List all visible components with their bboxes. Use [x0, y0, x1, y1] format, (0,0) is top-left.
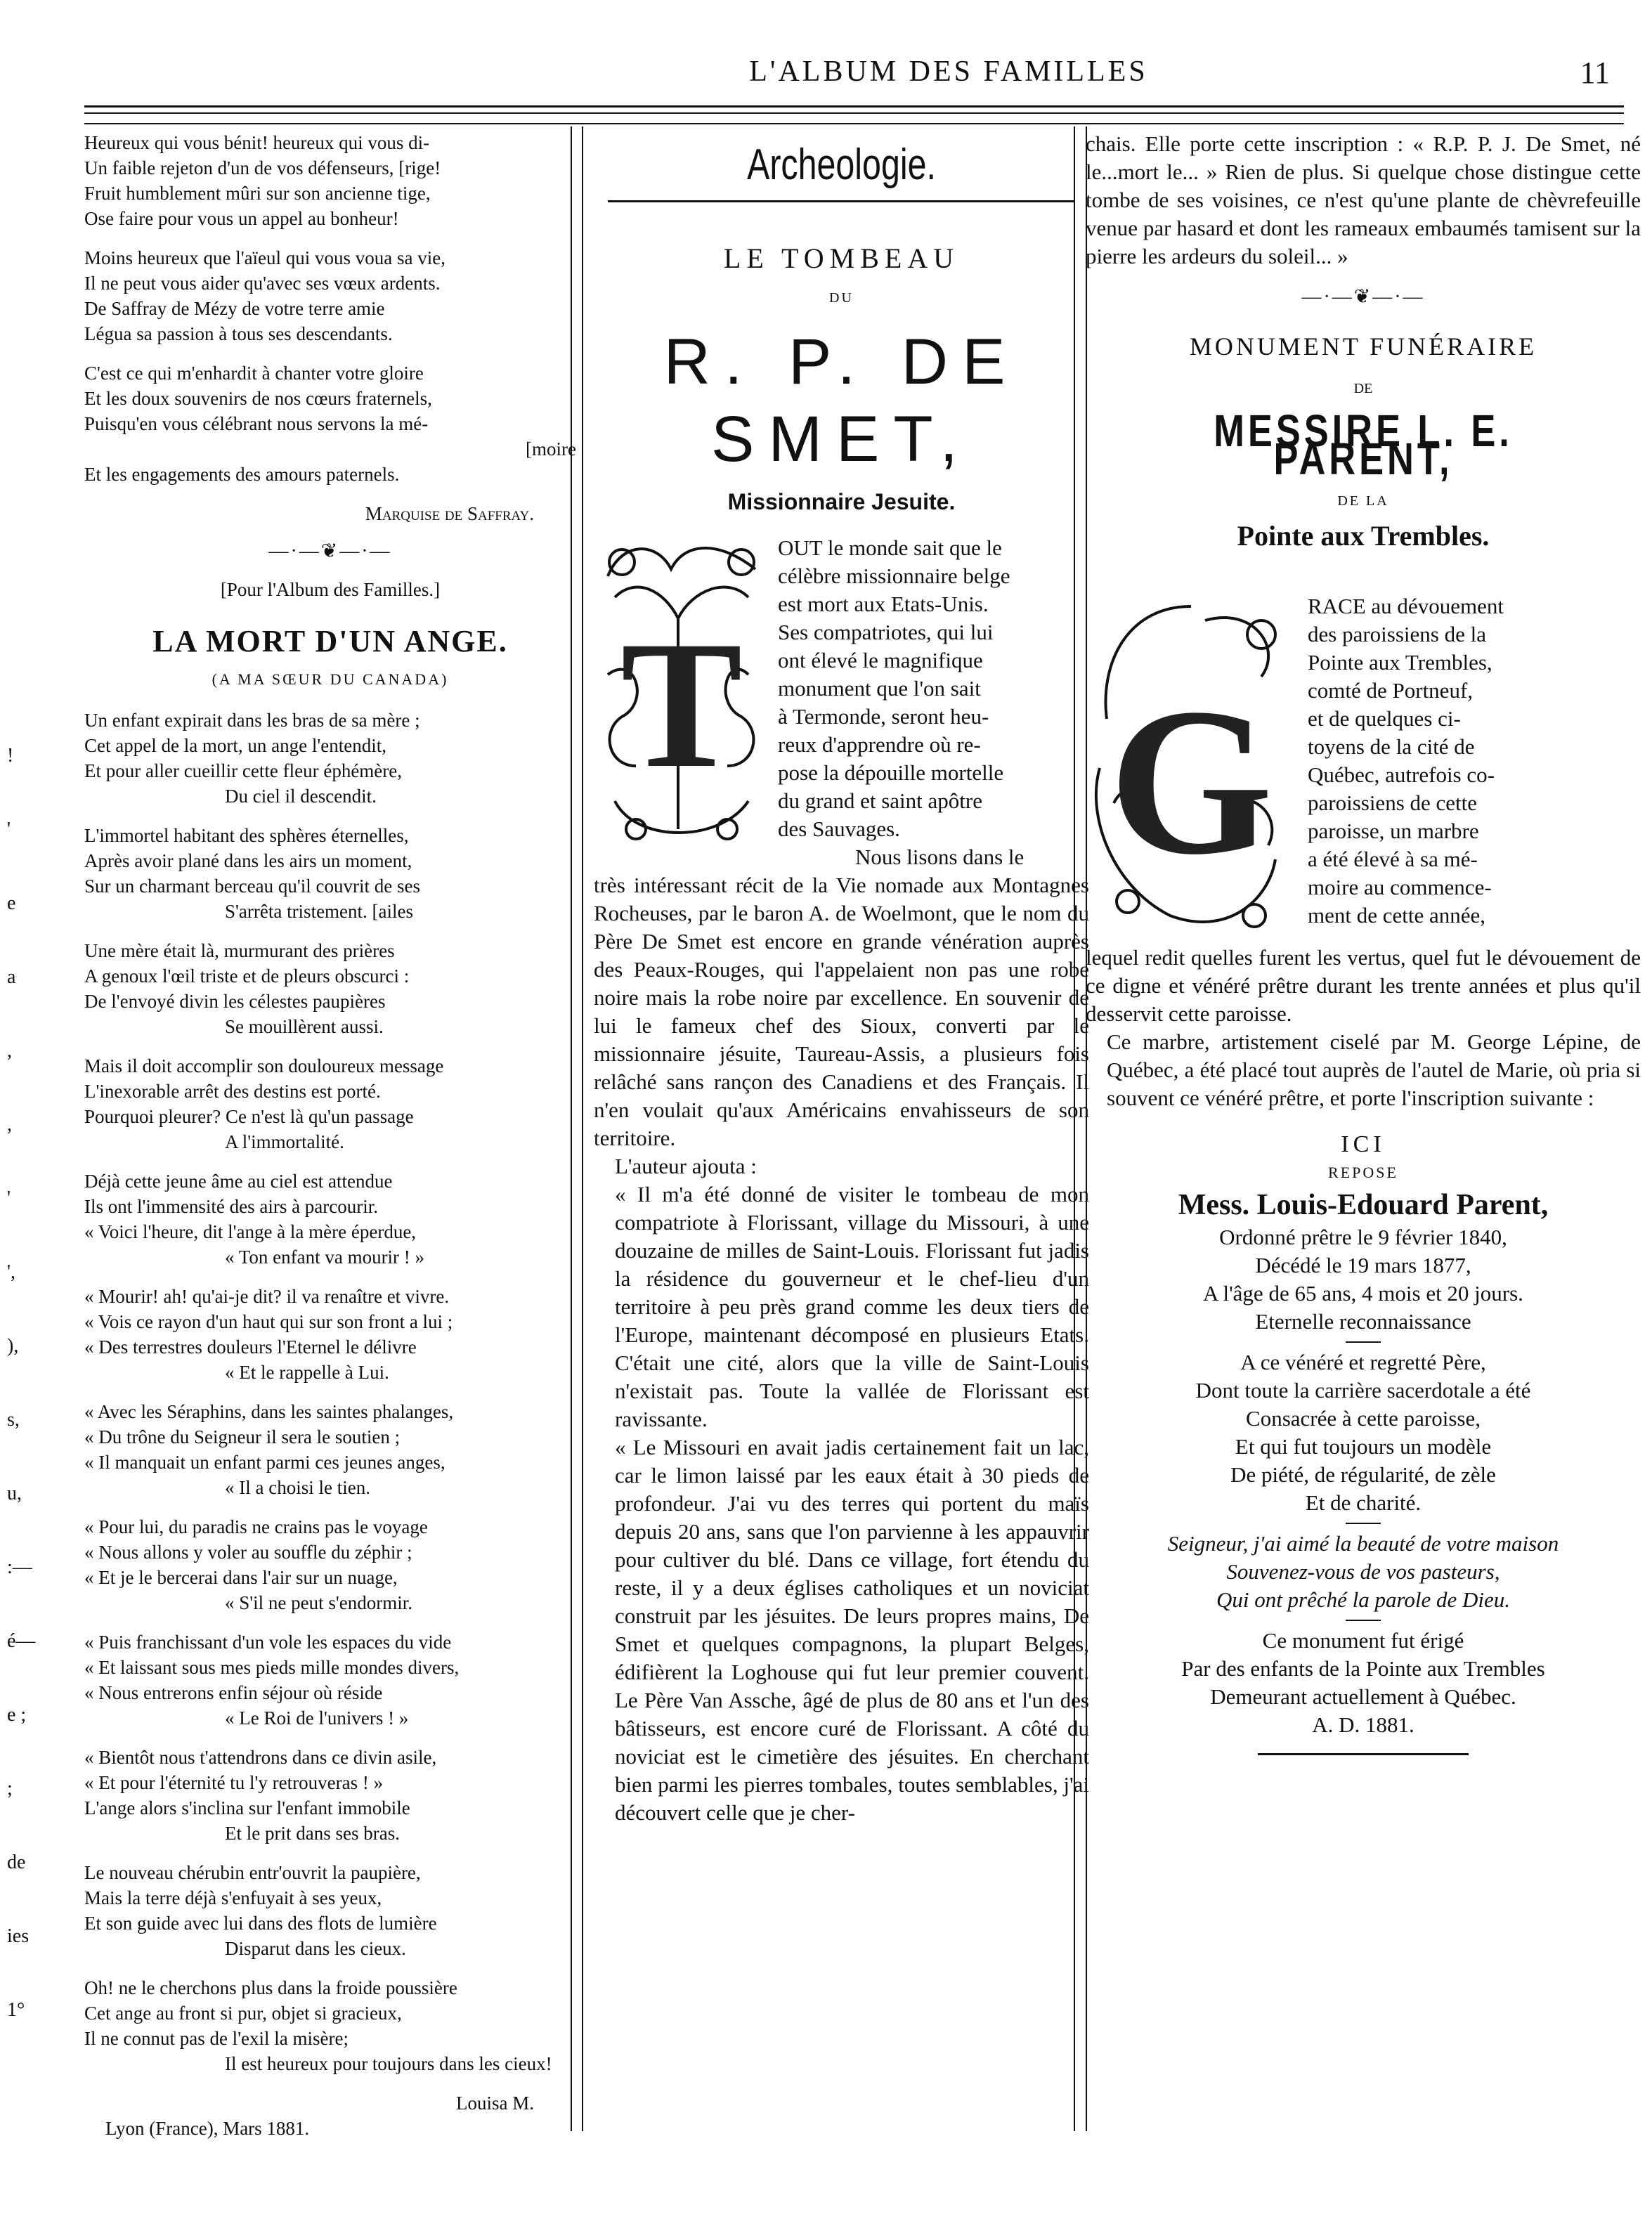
dropcap-line: Ses compatriotes, qui lui [778, 620, 994, 644]
page-number: 11 [1580, 56, 1610, 90]
article-title: LE TOMBEAU [723, 242, 960, 274]
verse-line: Mais la terre déjà s'enfuyait à ses yeux, [84, 1887, 382, 1908]
dropcap-block [594, 534, 1089, 871]
svg-text:T: T [620, 604, 743, 806]
verse-line: « Le Roi de l'univers ! » [225, 1707, 409, 1729]
section-rule [608, 200, 1075, 202]
verse-line: L'ange alors s'inclina sur l'enfant immobile [84, 1797, 410, 1818]
verse-line: Et le prit dans ses bras. [225, 1823, 400, 1844]
verse-line: Oh! ne le cherchons plus dans la froide poussière [84, 1977, 457, 1998]
verse-line: Il ne peut vous aider qu'avec ses vœux ardents. [84, 273, 441, 294]
verse-line: Ose faire pour vous un appel au bonheur! [84, 208, 399, 229]
poem2-stanza [84, 1514, 576, 1615]
erected-line: Par des enfants de la Pointe aux Trembles [1181, 1656, 1545, 1681]
poem2-stanza [84, 1860, 576, 1961]
dropcap-line: Nous lisons dans le [855, 845, 1025, 869]
rule [1346, 1523, 1381, 1524]
poem2-stanza [84, 938, 576, 1039]
poem2-stanza [84, 1629, 576, 1731]
poem2-title: LA MORT D'UN ANGE. [152, 624, 508, 658]
inscription-name: Mess. Louis-Edouard Parent, [1178, 1189, 1549, 1221]
verse-line: « Nous entrerons enfin séjour où réside [84, 1682, 383, 1703]
header-rule [84, 112, 1624, 114]
verse-line: « Il a choisi le tien. [225, 1477, 370, 1498]
erected-line: Ce monument fut érigé [1262, 1628, 1464, 1653]
verse-line: Qui ont prêché la parole de Dieu. [1216, 1587, 1511, 1612]
dropcap-line: moire au commence- [1308, 875, 1492, 899]
verse-line: Moins heureux que l'aïeul qui vous voua sa vie, [84, 247, 446, 268]
margin-glyph: ies [7, 1925, 30, 1947]
verse-line: « Du trône du Seigneur il sera le soutien ; [84, 1426, 401, 1447]
dropcap-line: comté de Portneuf, [1308, 678, 1474, 703]
verse-line: Seigneur, j'ai aimé la beauté de votre maison [1167, 1531, 1559, 1556]
monument-title: MONUMENT FUNÉRAIRE [1189, 332, 1537, 360]
verse-line: « S'il ne peut s'endormir. [225, 1592, 412, 1613]
verse-line: « Voici l'heure, dit l'ange à la mère éperdue, [84, 1221, 417, 1242]
dedication-line: De piété, de régularité, de zèle [1230, 1462, 1496, 1487]
dedication-lines [1086, 1348, 1641, 1517]
dropcap-line: des Sauvages. [778, 816, 900, 841]
verse-line: Et les doux souvenirs de nos cœurs fraternels, [84, 388, 432, 409]
verse-line: « Il manquait un enfant parmi ces jeunes anges, [84, 1452, 445, 1473]
margin-glyph: 1° [7, 1999, 25, 2021]
poem2-signature: Louisa M. [456, 2093, 534, 2114]
verse-line: A l'immortalité. [225, 1131, 344, 1152]
dropcap-line: à Termonde, seront heu- [778, 704, 989, 729]
margin-glyph: e ; [7, 1704, 27, 1726]
dropcap-block [1086, 592, 1641, 944]
paragraph: lequel redit quelles furent les vertus, quel fut le dévouement de ce digne et vénéré prêtre durant les trente années et plus qu'il desservit cette paroisse. [1086, 945, 1641, 1026]
margin-glyph: ; [7, 1778, 13, 1800]
margin-glyph: a [7, 966, 16, 988]
verse-line: Souvenez-vous de vos pasteurs, [1226, 1559, 1500, 1584]
dedication-line: Consacrée à cette paroisse, [1246, 1406, 1481, 1431]
margin-glyph: , [7, 1040, 12, 1062]
inscription-line: A l'âge de 65 ans, 4 mois et 20 jours. [1203, 1281, 1523, 1306]
verse-line: « Pour lui, du paradis ne crains pas le voyage [84, 1516, 428, 1537]
poem2-stanza [84, 823, 576, 924]
poem2-stanza [84, 708, 576, 809]
ornamental-dropcap-g [1086, 592, 1296, 944]
verse-line: De l'envoyé divin les célestes paupières [84, 991, 386, 1012]
rule [1346, 1620, 1381, 1621]
article-du: DU [829, 290, 854, 306]
dropcap-line: et de quelques ci- [1308, 706, 1461, 731]
margin-glyph: é— [7, 1630, 36, 1652]
verse-line: Et son guide avec lui dans des flots de lumière [84, 1913, 437, 1934]
verse-line: Légua sa passion à tous ses descendants. [84, 323, 393, 344]
verse-line: Fruit humblement mûri sur son ancienne tige, [84, 183, 431, 204]
dedication-line: A ce vénéré et regretté Père, [1240, 1350, 1486, 1374]
verse-line: Il est heureux pour toujours dans les cieux! [225, 2053, 552, 2074]
margin-glyph: :— [7, 1556, 32, 1578]
header-rule [84, 105, 1624, 108]
verse-line: De Saffray de Mézy de votre terre amie [84, 298, 385, 319]
poem1-stanza1 [84, 130, 576, 231]
article-name: R. P. DE SMET, [663, 326, 1020, 475]
poem2-place: Lyon (France), Mars 1881. [105, 2118, 310, 2139]
rule [1346, 1341, 1381, 1343]
margin-glyph: e [7, 892, 16, 914]
verse-line: [moire [526, 438, 576, 460]
article-body [594, 871, 1089, 1827]
rule [1258, 1753, 1469, 1755]
margin-glyph: de [7, 1852, 26, 1873]
dropcap-line: a été élevé à sa mé- [1308, 847, 1478, 871]
monument-place: Pointe aux Trembles. [1237, 520, 1490, 552]
poem2-stanza [84, 1284, 576, 1385]
verse-line: L'inexorable arrêt des destins est porté. [84, 1081, 381, 1102]
ornament: —·—❦—·— [268, 540, 392, 562]
margin-glyph: ! [7, 745, 14, 767]
dedication-line: Dont toute la carrière sacerdotale a été [1195, 1378, 1531, 1403]
dropcap-line: paroisse, un marbre [1308, 819, 1479, 843]
verse-line: Cet ange au front si pur, objet si gracieux, [84, 2003, 402, 2024]
ornament: —·—❦—·— [1301, 286, 1425, 308]
verse-lines [1086, 1530, 1641, 1614]
poem1-signature: Marquise de Saffray. [365, 503, 534, 524]
dropcap-line: pose la dépouille mortelle [778, 760, 1004, 785]
erected-line: Demeurant actuellement à Québec. [1210, 1684, 1516, 1709]
margin-glyph: ), [7, 1335, 19, 1357]
column-archeologie [594, 130, 1089, 2117]
verse-line: Le nouveau chérubin entr'ouvrit la paupière, [84, 1862, 421, 1883]
section-title: Archeologie. [747, 141, 936, 189]
verse-line: A genoux l'œil triste et de pleurs obscurci : [84, 965, 410, 987]
verse-line: Un enfant expirait dans les bras de sa mère ; [84, 710, 420, 731]
verse-line: Un faible rejeton d'un de vos défenseurs, [rige! [84, 157, 441, 178]
poem2-dedication: (A MA SŒUR DU CANADA) [212, 670, 449, 688]
poem2-stanza [84, 1169, 576, 1270]
verse-line: Disparut dans les cieux. [225, 1938, 406, 1959]
margin-glyph: ', [7, 1261, 16, 1283]
margin-glyph: u, [7, 1483, 22, 1504]
poem2-stanza [84, 1399, 576, 1500]
verse-line: « Et pour l'éternité tu l'y retrouveras ! » [84, 1772, 384, 1793]
header-rule [84, 123, 1624, 124]
inscription-line: Eternelle reconnaissance [1255, 1309, 1471, 1334]
dropcap-line: Québec, autrefois co- [1308, 762, 1495, 787]
inscription-repose: REPOSE [1328, 1164, 1398, 1181]
poem1-stanza3 [84, 360, 576, 487]
column-divider [582, 126, 583, 2131]
ornate-letter-t-icon [594, 534, 769, 871]
dropcap-line: ont élevé le magnifique [778, 648, 983, 672]
paragraph: très intéressant récit de la Vie nomade aux Montagnes Rocheuses, par le baron A. de Woelmont, que le nom du Père De Smet est encore en grande vénération auprès des Peaux-Rouges, qui l'appelaient non pas une robe noire mais la robe noire par excellence. En souvenir de lui le fameux chef des Sioux, converti par le missionnaire jésuite, Taureau-Assis, a plusieurs fois relâché sans rançon des Canadiens et des Français. Il n'en voulait qu'aux Américains envahisseurs de son territoire. [594, 873, 1089, 1150]
verse-line: Et pour aller cueillir cette fleur éphémère, [84, 760, 403, 781]
poem2-stanza [84, 1975, 576, 2076]
monument-body [1086, 944, 1641, 1112]
verse-line: Il ne connut pas de l'exil la misère; [84, 2028, 349, 2049]
dropcap-line: célèbre missionnaire belge [778, 564, 1010, 588]
verse-line: Pourquoi pleurer? Ce n'est là qu'un passage [84, 1106, 414, 1127]
column-monument [1086, 130, 1641, 2117]
verse-line: Ils ont l'immensité des airs à parcourir. [84, 1196, 379, 1217]
ornate-letter-g-icon [1086, 592, 1296, 944]
verse-line: « Ton enfant va mourir ! » [225, 1247, 425, 1268]
verse-line: Se mouillèrent aussi. [225, 1016, 384, 1037]
verse-line: « Et le rappelle à Lui. [225, 1362, 389, 1383]
dropcap-line: toyens de la cité de [1308, 734, 1475, 759]
verse-line: « Puis franchissant d'un vole les espaces du vide [84, 1632, 452, 1653]
inscription-line: Décédé le 19 mars 1877, [1255, 1253, 1471, 1277]
dropcap-line: des paroissiens de la [1308, 622, 1486, 646]
monument-name: MESSIRE L. E. PARENT, [1214, 405, 1513, 484]
verse-line: Et les engagements des amours paternels. [84, 464, 400, 485]
verse-line: « Et je le bercerai dans l'air sur un nuage, [84, 1567, 398, 1588]
dropcap-line: RACE au dévouement [1308, 594, 1504, 618]
margin-glyph: ' [7, 1187, 11, 1209]
paragraph: « Il m'a été donné de visiter le tombeau de mon compatriote à Florissant, village du Missouri, à une douzaine de milles de Saint-Louis. Florissant fut jadis la résidence du gouverneur et le chef-lieu d'un territoire à peu près grand comme les deux tiers de l'Europe, maintenant décomposé en plusieurs Etats. C'était une cité, alors que la ville de Saint-Louis n'existait pas. Toute la vallée de Florissant est ravissante. [615, 1182, 1089, 1431]
poem2-body [84, 708, 576, 2076]
verse-line: Mais il doit accomplir son douloureux message [84, 1055, 444, 1076]
inscription-line: Ordonné prêtre le 9 février 1840, [1219, 1225, 1507, 1249]
verse-line: C'est ce qui m'enhardit à chanter votre gloire [84, 363, 424, 384]
verse-line: « Mourir! ah! qu'ai-je dit? il va renaître et vivre. [84, 1286, 450, 1307]
verse-line: Une mère était là, murmurant des prières [84, 940, 395, 961]
verse-line: Après avoir plané dans les airs un moment, [84, 850, 412, 871]
article-subtitle: Missionnaire Jesuite. [727, 489, 956, 514]
inscription-lines [1086, 1223, 1641, 1336]
margin-glyph: , [7, 1114, 12, 1135]
monument-dela: DE LA [1337, 493, 1389, 509]
pour-album-note: [Pour l'Album des Familles.] [220, 579, 441, 600]
continued-paragraph: chais. Elle porte cette inscription : « R.P. P. J. De Smet, né le...mort le... » Rien de plus. Si quelque chose distingue cette tombe de ses voisines, ce n'est qu'une plante de chèvrefeuille venue par hasard et dont les rameaux embaumés tamisent sur la pierre les ardeurs du soleil... » [1086, 131, 1641, 268]
dropcap-line: du grand et saint apôtre [778, 788, 982, 813]
dropcap-line: reux d'apprendre où re- [778, 732, 981, 757]
paragraph: « Le Missouri en avait jadis certainement fait un lac, car le limon laissé par les eaux était à 30 pieds de profondeur. J'ai vu des terres qui portent du maïs depuis 20 ans, sans que l'on parvienne à les appauvrir pour cultiver du blé. Dans ce village, fort étendu du reste, il y a deux églises catholiques et un noviciat construit par les jésuites. De leurs propres mains, De Smet et quelques compagnons, la plupart Belges, édifièrent la Loghouse qui fut leur premier couvent. Le Père Van Assche, âgé de plus de 80 ans et l'un des bâtisseurs, est encore curé de Florissant. A côté du noviciat est le cimetière des jésuites. En cherchant bien parmi les pierres tombales, toutes semblables, j'ai découvert celle que je cher- [615, 1435, 1089, 1825]
poem1-stanza2 [84, 245, 576, 346]
dedication-line: Et de charité. [1305, 1490, 1422, 1515]
verse-line: Du ciel il descendit. [225, 786, 377, 807]
dropcap-lines [1308, 592, 1504, 930]
paragraph: L'auteur ajouta : [615, 1154, 757, 1178]
dropcap-line: monument que l'on sait [778, 676, 981, 701]
paragraph: Ce marbre, artistement ciselé par M. George Lépine, de Québec, a été placé tout auprès de l'autel de Marie, où pria si souvent ce vénéré prêtre, et porte l'inscription suivante : [1107, 1029, 1641, 1110]
verse-line: « Bientôt nous t'attendrons dans ce divin asile, [84, 1747, 437, 1768]
margin-glyph: s, [7, 1409, 20, 1431]
verse-line: Puisqu'en vous célébrant nous servons la mé- [84, 413, 429, 434]
margin-glyph: ' [7, 819, 11, 840]
dedication-line: Et qui fut toujours un modèle [1235, 1434, 1492, 1459]
erected-line: A. D. 1881. [1312, 1712, 1414, 1737]
erected-lines [1086, 1627, 1641, 1739]
poem2-stanza [84, 1745, 576, 1846]
dropcap-line: paroissiens de cette [1308, 790, 1478, 815]
inscription-ici: ICI [1341, 1131, 1386, 1157]
verse-line: « Et laissant sous mes pieds mille mondes divers, [84, 1657, 460, 1678]
ornamental-dropcap-t [594, 534, 769, 871]
verse-line: S'arrêta tristement. [ailes [225, 901, 414, 922]
svg-text:G: G [1109, 665, 1273, 898]
poem2-stanza [84, 1053, 576, 1154]
dropcap-line: ment de cette année, [1308, 903, 1486, 928]
running-head: L'ALBUM DES FAMILLES [749, 56, 1148, 88]
dropcap-line: est mort aux Etats-Unis. [778, 592, 989, 616]
dropcap-lines [778, 534, 1024, 871]
dropcap-line: OUT le monde sait que le [778, 535, 1002, 560]
verse-line: « Avec les Séraphins, dans les saintes phalanges, [84, 1401, 454, 1422]
verse-line: « Des terrestres douleurs l'Eternel le délivre [84, 1336, 417, 1358]
verse-line: Cet appel de la mort, un ange l'entendit, [84, 735, 386, 756]
verse-line: Heureux qui vous bénit! heureux qui vous di- [84, 132, 430, 153]
column-poems [84, 130, 576, 2139]
verse-line: Déjà cette jeune âme au ciel est attendue [84, 1171, 393, 1192]
dropcap-line: Pointe aux Trembles, [1308, 650, 1492, 675]
monument-de: DE [1353, 381, 1373, 396]
verse-line: L'immortel habitant des sphères éternelles, [84, 825, 409, 846]
verse-line: « Nous allons y voler au souffle du zéphir ; [84, 1542, 412, 1563]
verse-line: Sur un charmant berceau qu'il couvrit de ses [84, 876, 420, 897]
verse-line: « Vois ce rayon d'un haut qui sur son front a lui ; [84, 1311, 453, 1332]
